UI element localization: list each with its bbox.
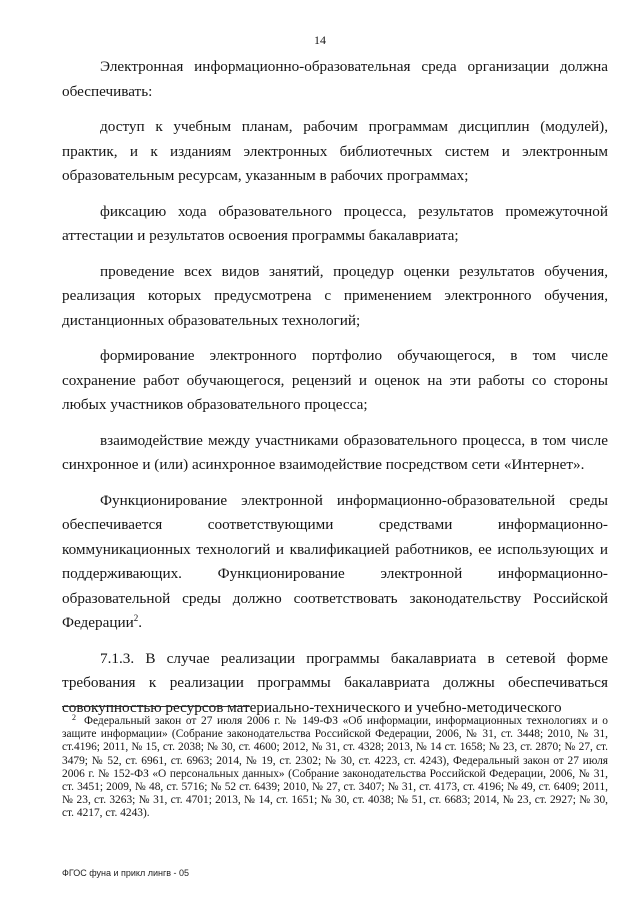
paragraph-portfolio: формирование электронного портфолио обучающегося, в том числе сохранение работ обучающегося, рецензий и оценок на эти работы со стороны любых участников образовательного процесса;: [62, 347, 608, 413]
footnote-mark: 2: [72, 713, 76, 722]
functioning-text: Функционирование электронной информационно-образовательной среды обеспечивается соответствующими средствами информационно-коммуникационных технологий и квалификацией работников, ее использующих и поддерживающих. Функционирование электронной информационно-образовательной среды должно соответствовать законодательству Российской Федерации: [62, 491, 608, 631]
functioning-end: .: [138, 614, 143, 631]
page-number: 14: [314, 33, 326, 47]
paragraph-access: доступ к учебным планам, рабочим программам дисциплин (модулей), практик, и к изданиям электронных библиотечных систем и электронным образовательным ресурсам, указанным в рабочих программах;: [62, 118, 608, 184]
paragraph-section-7-1-3: 7.1.3. В случае реализации программы бакалавриата в сетевой форме требования к реализации программы бакалавриата должны обеспечиваться совокупностью ресурсов материально-технического и учебно-методического: [62, 649, 608, 716]
footnote-divider: [62, 706, 250, 707]
paragraph-classes: проведение всех видов занятий, процедур оценки результатов обучения, реализация которых предусмотрена с применением электронного обучения, дистанционных образовательных технологий;: [62, 262, 608, 329]
body-text: [62, 55, 608, 720]
footnote-reference: 2: [133, 612, 139, 623]
paragraph-fixation: фиксацию хода образовательного процесса, результатов промежуточной аттестации и результатов освоения программы бакалавриата;: [62, 202, 608, 244]
document-code: ФГОС фуна и прикл лингв - 05: [62, 868, 190, 878]
footnote-text: Федеральный закон от 27 июля 2006 г. № 149-ФЗ «Об информации, информационных технологиях и о защите информации» (Собрание законодательства Российской Федерации, 2006, № 31, ст. 3448; 2010, № 31, ст.4196; 2011, № 15, ст. 2038; № 30, ст. 4600; 2012, № 31, ст. 4328; 2013, № 14 ст. 1658; № 23, ст. 2870; № 27, ст. 3479; № 52, ст. 6961, ст. 6963; 2014, № 19, ст. 2302; № 30, ст. 4223, ст. 4243), Федеральный закон от 27 июля 2006 г. № 152-ФЗ «О персональных данных» (Собрание законодательства Российской Федерации, 2006, № 31, ст. 3451; 2009, № 48, ст. 5716; № 52 ст. 6439; 2010, № 27, ст. 3407; № 31, ст. 4173, ст. 4196; № 49, ст. 6409; 2011, № 23, ст. 3263; № 31, ст. 4701; 2013, № 14, ст. 1651; № 30, ст. 4038; № 51, ст. 6683; 2014, № 23, ст. 2927; № 30, ст. 4217, ст. 4243).: [62, 715, 608, 820]
footnote: [62, 711, 608, 821]
paragraph-interaction: взаимодействие между участниками образовательного процесса, в том числе синхронное и (или) асинхронное взаимодействие посредством сети «Интернет».: [62, 431, 608, 473]
paragraph-intro: Электронная информационно-образовательная среда организации должна обеспечивать:: [62, 58, 608, 100]
paragraph-functioning: [62, 489, 608, 636]
